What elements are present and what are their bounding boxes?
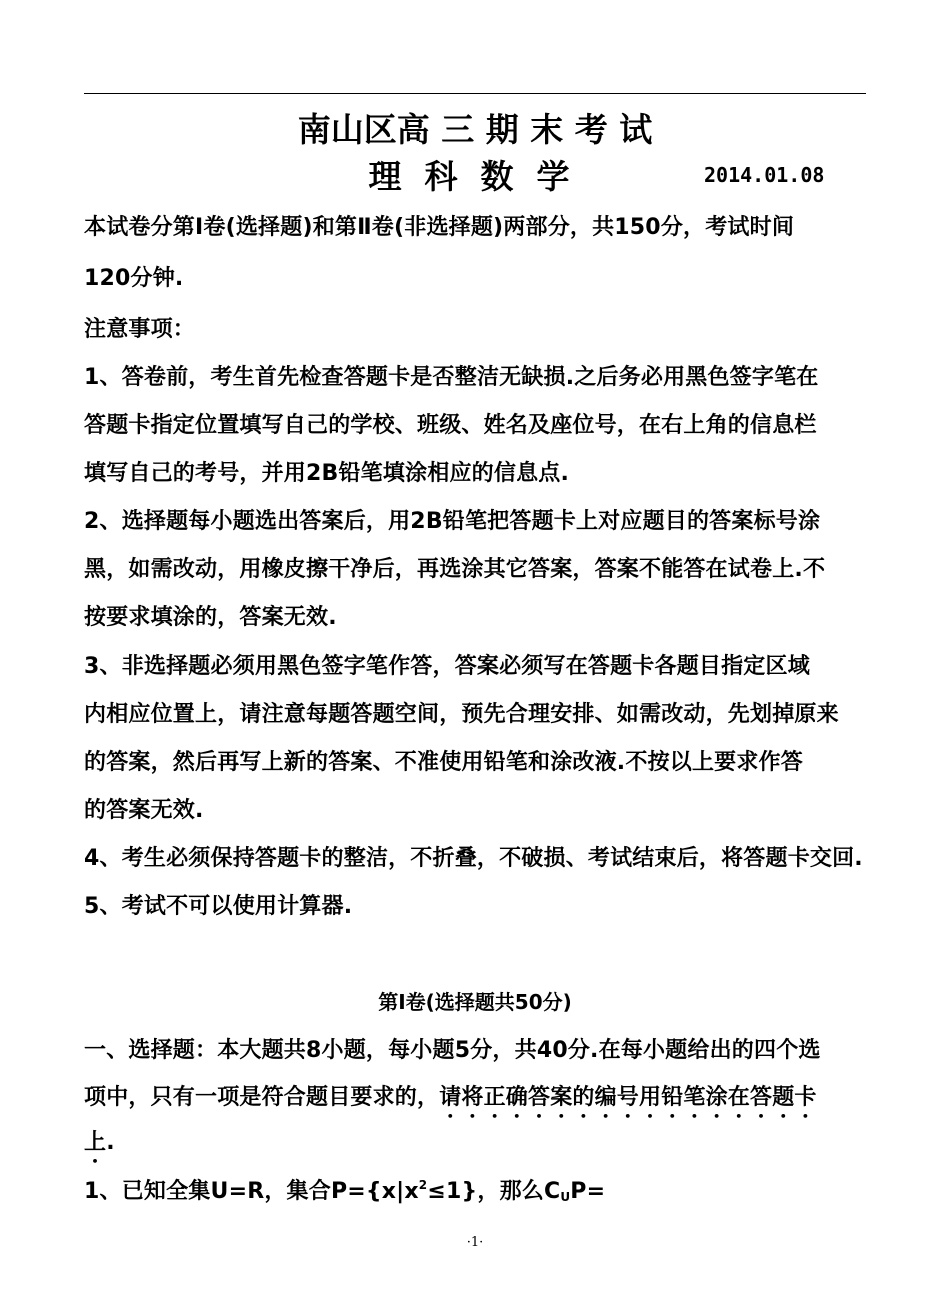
note-line: 内相应位置上，请注意每题答题空间，预先合理安排、如需改动，先划掉原来	[84, 702, 839, 727]
notes-heading: 注意事项：	[84, 317, 196, 342]
note-line: 答题卡指定位置填写自己的学校、班级、姓名及座位号，在右上角的信息栏	[84, 413, 817, 438]
note-line: 的答案，然后再写上新的答案、不准使用铅笔和涂改液.不按以上要求作答	[84, 750, 803, 775]
section-heading: 第Ⅰ卷(选择题共50分)	[378, 990, 572, 1014]
section-instructions	[84, 1080, 817, 1123]
instructions-plain: .	[106, 1130, 115, 1155]
complement-symbol: C	[543, 1179, 561, 1204]
instructions-emphasis: 上	[84, 1130, 107, 1155]
section-instructions: 一、选择题：本大题共8小题，每小题5分，共40分.在每小题给出的四个选	[84, 1038, 821, 1063]
instructions-emphasis: 请将正确答案的编号用铅笔涂在答题卡	[439, 1085, 817, 1110]
intro-line: 120分钟.	[84, 266, 184, 291]
question-text: ≤1}，那么	[427, 1179, 544, 1204]
note-line: 5、考试不可以使用计算器.	[84, 894, 353, 919]
exam-title: 南山区高 三 期 末 考 试	[297, 110, 653, 149]
note-line: 1、答卷前，考生首先检查答题卡是否整洁无缺损.之后务必用黑色签字笔在	[84, 365, 819, 390]
question-text: 1、已知全集U=R，集合P={x|x	[84, 1179, 419, 1204]
complement-subscript: U	[560, 1190, 571, 1204]
top-rule	[84, 93, 866, 94]
section-instructions	[84, 1125, 115, 1168]
intro-line: 本试卷分第Ⅰ卷(选择题)和第Ⅱ卷(非选择题)两部分，共150分，考试时间	[84, 215, 795, 240]
instructions-plain: 项中，只有一项是符合题目要求的，	[84, 1085, 440, 1110]
note-line: 3、非选择题必须用黑色签字笔作答，答案必须写在答题卡各题目指定区域	[84, 654, 810, 679]
note-line: 黑，如需改动，用橡皮擦干净后，再选涂其它答案，答案不能答在试卷上.不	[84, 557, 826, 582]
page-number: ·1·	[466, 1235, 484, 1250]
note-line: 填写自己的考号，并用2B铅笔填涂相应的信息点.	[84, 461, 570, 486]
note-line: 4、考生必须保持答题卡的整洁，不折叠，不破损、考试结束后，将答题卡交回.	[84, 846, 863, 871]
exponent: 2	[418, 1178, 428, 1192]
note-line: 的答案无效.	[84, 798, 204, 823]
note-line: 2、选择题每小题选出答案后，用2B铅笔把答题卡上对应题目的答案标号涂	[84, 509, 821, 534]
question-text: P=	[570, 1179, 606, 1204]
question-1	[84, 1174, 605, 1205]
note-line: 按要求填涂的，答案无效.	[84, 605, 337, 630]
exam-date: 2014.01.08	[704, 163, 825, 187]
subject-title: 理 科 数 学	[368, 157, 570, 196]
